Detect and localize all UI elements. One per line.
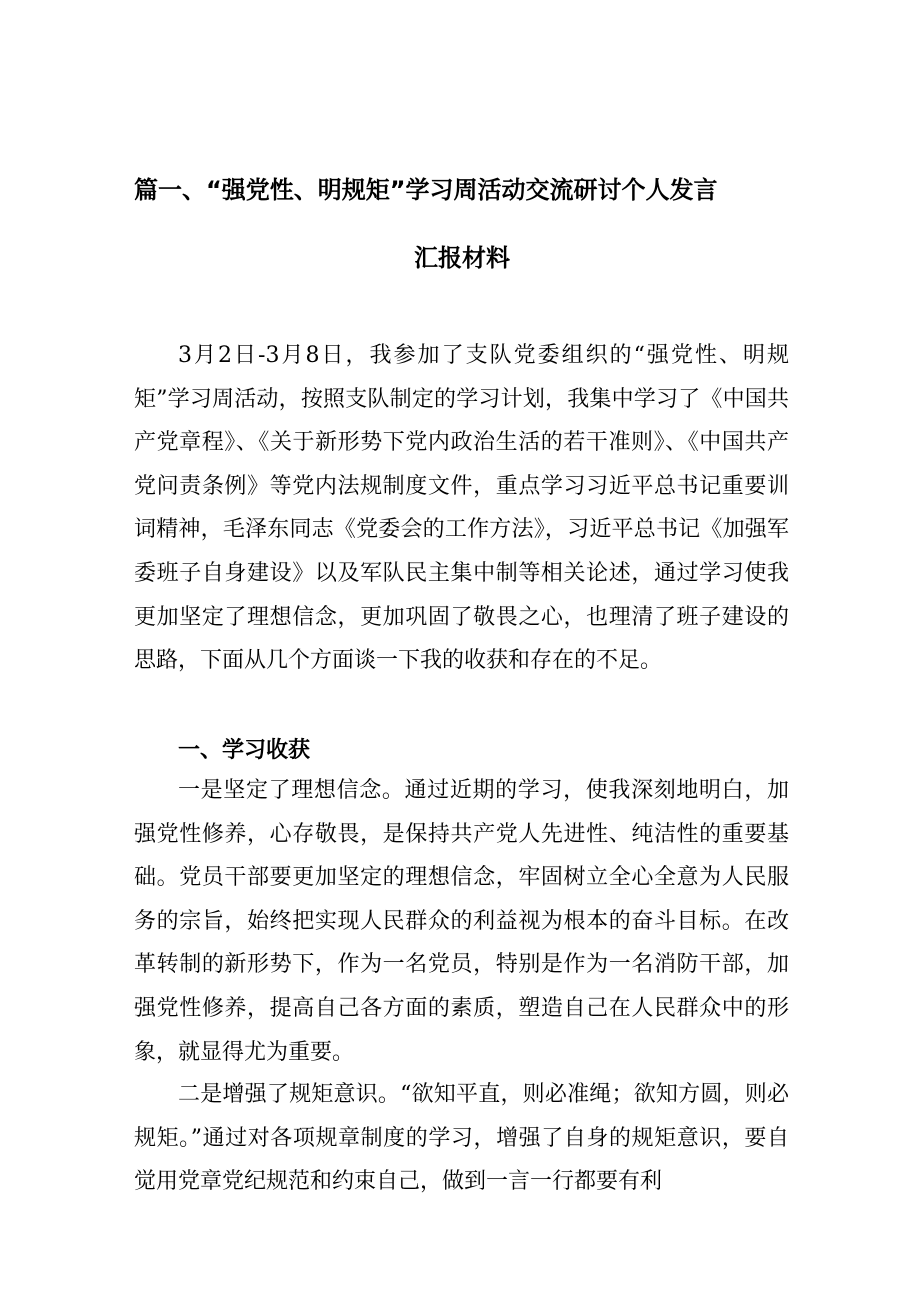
paragraph-intro: 3月2日-3月8日，我参加了支队党委组织的“强党性、明规矩”学习周活动，按照支队制定的学习计划，我集中学习了《中国共产党章程》、《关于新形势下党内政治生活的若干准则》、《中国共产党问责条例》等党内法规制度文件，重点学习习近平总书记重要训词精神，毛泽东同志《党委会的工作方法》，习近平总书记《加强军委班子自身建设》以及军队民主集中制等相关论述，通过学习使我更加坚定了理想信念，更加巩固了敬畏之心，也理清了班子建设的思路，下面从几个方面谈一下我的收获和存在的不足。 <box>134 343 789 674</box>
document-title-line1: 篇一、“强党性、明规矩”学习周活动交流研讨个人发言 <box>134 176 718 204</box>
section-heading: 一、学习收获 <box>178 738 311 763</box>
document-title-line2: 汇报材料 <box>414 244 510 272</box>
paragraph-rules: 二是增强了规矩意识。“欲知平直，则必准绳；欲知方圆，则必规矩。”通过对各项规章制度的学习，增强了自身的规矩意识，要自觉用党章党纪规范和约束自己，做到一言一行都要有利 <box>134 1082 789 1195</box>
paragraph-ideals: 一是坚定了理想信念。通过近期的学习，使我深刻地明白，加强党性修养，心存敬畏，是保持共产党人先进性、纯洁性的重要基础。党员干部要更加坚定的理想信念，牢固树立全心全意为人民服务的宗旨，始终把实现人民群众的利益视为根本的奋斗目标。在改革转制的新形势下，作为一名党员，特别是作为一名消防干部，加强党性修养，提高自己各方面的素质，塑造自己在人民群众中的形象，就显得尤为重要。 <box>134 778 789 1065</box>
